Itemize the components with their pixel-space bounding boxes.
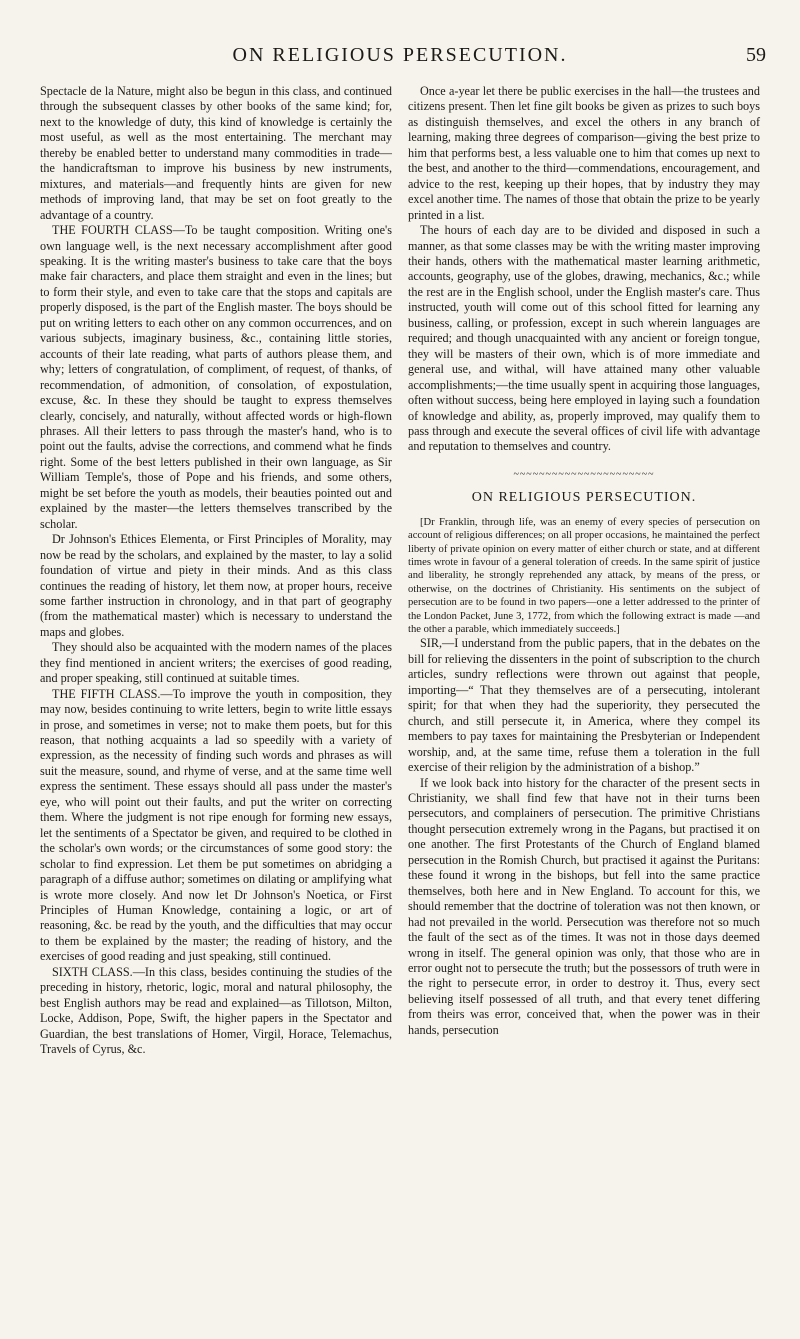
paragraph: Dr Johnson's Ethices Elementa, or First Principles of Morality, may now be read by the scholars, and explained by the master, to lay a solid foundation of virtue and piety in their minds. And as this class continues the reading of history, let them now, at proper hours, receive some farther instruction in chronology, and in that part of geography (from the mathematical master) which is necessary to understand the maps and globes.: [40, 532, 392, 639]
paragraph: They should also be acquainted with the modern names of the places they find mentioned in ancient writers; the exercises of good reading, and proper speaking, still continued at suitable times.: [40, 640, 392, 686]
section-heading: ON RELIGIOUS PERSECUTION.: [471, 490, 697, 506]
running-title: ON RELIGIOUS PERSECUTION.: [232, 44, 568, 66]
paragraph: SIXTH CLASS.—In this class, besides continuing the studies of the preceding in history, rhetoric, logic, moral and natural philosophy, the best English authors may be read and explained—as Tillotson, Milton, Locke, Addison, Pope, Swift, the higher papers in the Spectator and Guardian, the best translations of Homer, Virgil, Horace, Telemachus, Travels of Cyrus, &c.: [40, 964, 392, 1057]
paragraph: Spectacle de la Nature, might also be begun in this class, and continued through the subsequent classes by other books of the same kind; for, next to the knowledge of duty, this kind of knowledge is certainly the most useful, as well as the most entertaining. The merchant may thereby be enabled better to understand many commodities in trade—the handicraftsman to improve his business by new instruments, mixtures, and materials—and frequently hints are given for new methods of improving land, that may be set on foot greatly to the advantage of a country.: [40, 84, 392, 222]
editorial-note: [Dr Franklin, through life, was an enemy of every species of persecution on account of religious differences; on all proper occasions, he maintained the perfect liberty of private opinion on every matter of either church or state, and at different times wrote in favour of a general toleration of creeds. In the same spirit of justice and liberality, he strongly reprehended any attack, by means of the press, or otherwise, on the doctrines of Christianity. His sentiments on the subject of persecution are to be found in two papers—one a letter addressed to the printer of the London Packet, June 3, 1772, from which the following extract is made —and the other a parable, which immediately succeeds.]: [408, 516, 760, 636]
paragraph: THE FIFTH CLASS.—To improve the youth in composition, they may now, besides continuing to write letters, begin to write little essays in prose, and sometimes in verse; not to make them poets, but for this reason, that nothing acquaints a lad so speedily with a variety of expression, as the necessity of finding such words and phrases as will suit the measure, sound, and rhyme of verse, and at the same time well express the sentiment. These essays should all pass under the master's eye, who will point out their faults, and put the writer on correcting them. Where the judgment is not ripe enough for forming new essays, let the sentiments of a Spectator be given, and required to be clothed in the scholar's own words; or the circumstances of some good story: the scholar to find expression. Let them be put sometimes on abridging a paragraph of a diffuse author; sometimes on dilating or amplifying what is wrote more closely. And now let Dr Johnson's Noetica, or First Principles of Human Knowledge, containing a logic, or art of reasoning, &c. be read by the youth, and the difficulties that may occur to them be explained by the master; the reading of history, and the exercises of good reading and just speaking, still continued.: [40, 686, 392, 964]
page-number: 59: [746, 44, 766, 66]
paragraph: THE FOURTH CLASS—To be taught composition. Writing one's own language well, is the next necessary accomplishment after good speaking. It is the writing master's business to take care that the boys make fair characters, and place them straight and even in the lines; but to form their style, and even to take care that the stops and capitals are properly disposed, is the part of the English master. The boys should be put on writing letters to each other on any common occurrences, and on various subjects, imaginary business, &c., containing little stories, accounts of their late reading, what parts of authors please them, and why; letters of congratulation, of compliment, of request, of thanks, of recommendation, of admonition, of consolation, of expostulation, excuse, &c. In these they should be taught to express themselves clearly, concisely, and naturally, without affected words or high-flown phrases. All their letters to pass through the master's hand, who is to point out the faults, advise the corrections, and commend what he finds right. Some of the best letters published in their own language, as Sir William Temple's, those of Pope and his friends, and some others, might be set before the youth as models, their beauties pointed out and explained by the master—the letters themselves transcribed by the scholar.: [40, 223, 392, 531]
left-column: [40, 84, 392, 1058]
right-column: [408, 84, 760, 1038]
paragraph: If we look back into history for the character of the present sects in Christianity, we shall find few that have not in their turns been persecutors, and complainers of persecution. The primitive Christians thought persecution extremely wrong in the Pagans, but practised it on one another. The first Protestants of the Church of England blamed persecution in the Romish Church, but practised it against the Puritans: these found it wrong in the bishops, but fell into the same practice themselves, both here and in New England. To account for this, we should remember that the doctrine of toleration was not then known, or had not prevailed in the world. Persecution was therefore not so much the fault of the sect as of the times. It was not in those days deemed wrong in itself. The general opinion was only, that those who are in error ought not to persecute the truth; but the possessors of truth were in the right to persecute error, in order to destroy it. Thus, every sect believing itself possessed of all truth, and that every tenet differing from theirs was error, conceived that, when the power was in their hands, persecution: [408, 775, 760, 1037]
paragraph: SIR,—I understand from the public papers, that in the debates on the bill for relieving the dissenters in the point of subscription to the church articles, sundry reflections were thrown out against that people, importing—“ That they themselves are of a persecuting, intolerant spirit; for that when they had the superiority, they persecuted the church, and still persecute it, in America, where they compel its members to pay taxes for maintaining the Presbyterian or Independent worship, and, at the same time, refuse them a toleration in the full exercise of their religion by the administration of a bishop.”: [408, 636, 760, 775]
section-divider: ~~~~~~~~~~~~~~~~~~~~~~: [513, 468, 655, 480]
page-header: [0, 32, 800, 72]
paragraph: The hours of each day are to be divided and disposed in such a manner, as that some classes may be with the writing master improving their hands, others with the mathematical master learning arithmetic, accounts, geography, use of the globes, drawing, mechanics, &c.; while the rest are in the English school, under the English master's care. Thus instructed, youth will come out of this school fitted for learning any business, calling, or profession, except in such wherein languages are required; and though unacquainted with any ancient or foreign tongue, they will be masters of their own, which is of more immediate and general use, and withal, will have attained many other valuable accomplishments;—the time usually spent in acquiring those languages, often without success, being here employed in laying such a foundation of knowledge and ability, as, properly improved, may qualify them to pass through and execute the several offices of civil life with advantage and reputation to themselves and country.: [408, 223, 761, 454]
paragraph: Once a-year let there be public exercises in the hall—the trustees and citizens present. Then let fine gilt books be given as prizes to such boys as distinguish themselves, and excel the others in any branch of learning, making three degrees of comparison—giving the best prize to him that performs best, a less valuable one to him that comes up next to the best, and another to the third—commendations, encouragement, and advice to the rest, keeping up their hopes, that by industry they may excel another time. The names of those that obtain the prize to be yearly printed in a list.: [408, 84, 760, 222]
